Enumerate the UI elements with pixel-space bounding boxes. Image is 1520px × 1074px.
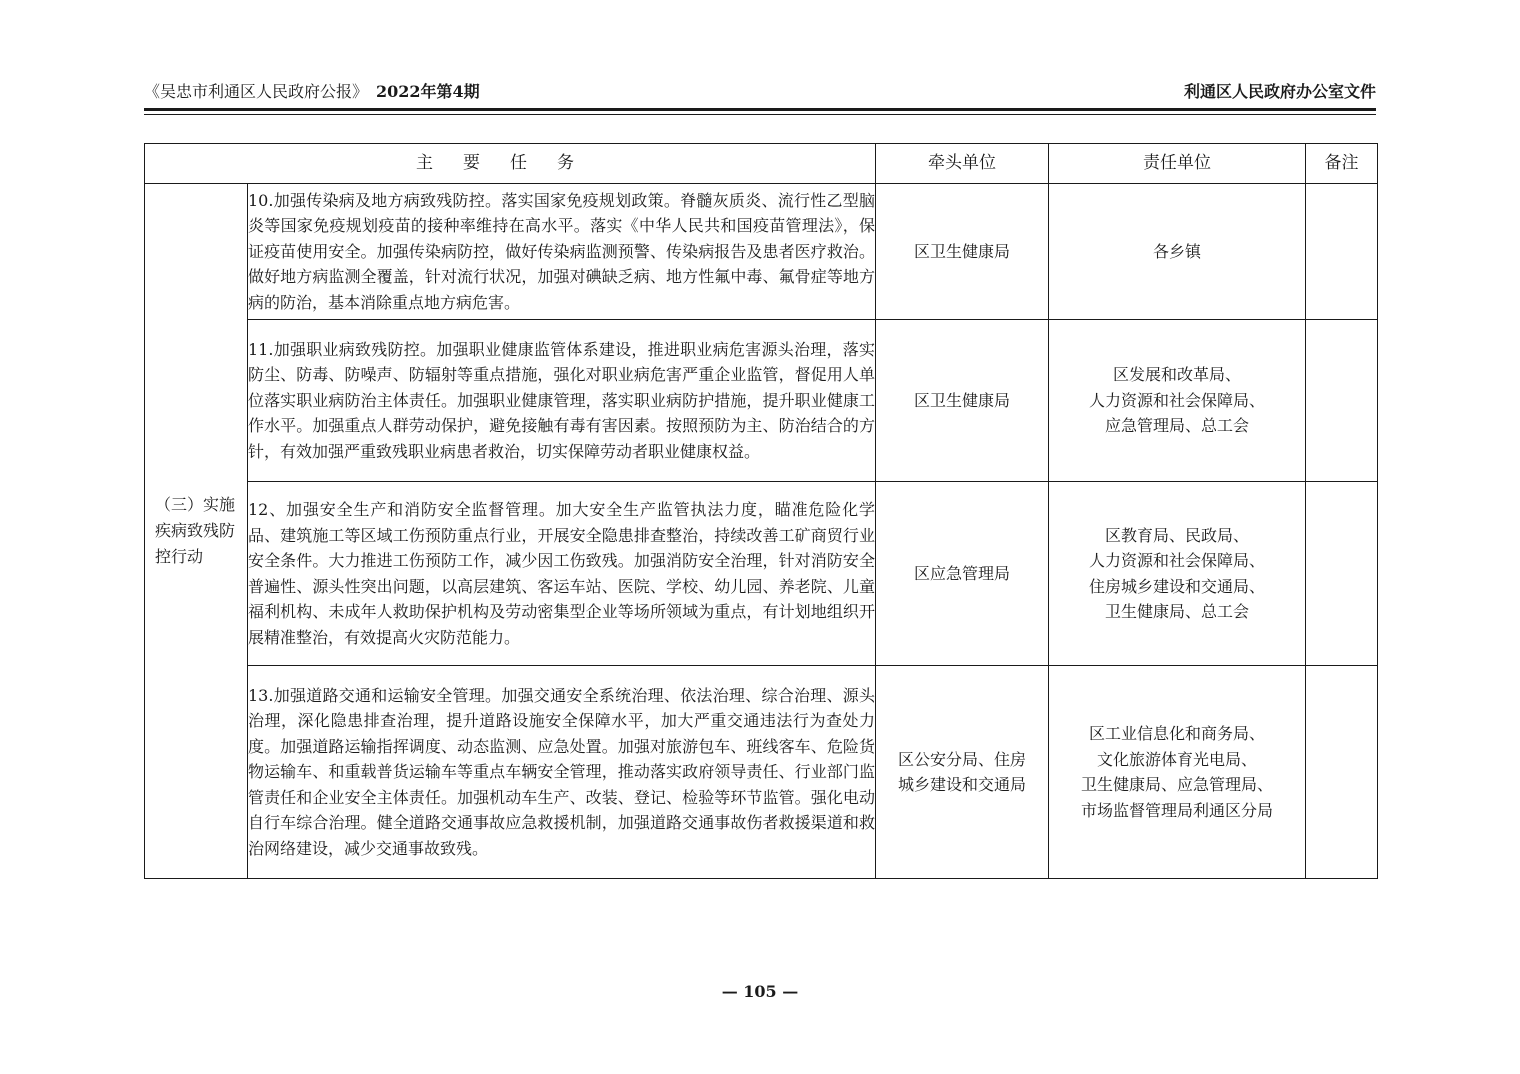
lead-cell xyxy=(876,482,1049,666)
lead-line: 区卫生健康局 xyxy=(913,390,1010,410)
table-header-row xyxy=(145,144,1378,184)
responsible-line: 应急管理局、总工会 xyxy=(1104,416,1249,436)
lead-cell xyxy=(876,666,1049,879)
header-source: 利通区人民政府办公室文件 xyxy=(1183,82,1376,101)
header-note: 备注 xyxy=(1306,144,1378,184)
table-row xyxy=(145,184,1378,320)
responsible-line: 人力资源和社会保障局、 xyxy=(1088,390,1265,410)
task-cell: 10.加强传染病及地方病致残防控。落实国家免疫规划政策。脊髓灰质炎、流行性乙型脑炎等国家免疫规划疫苗的接种率维持在高水平。落实《中华人民共和国疫苗管理法》，保证疫苗使用安全。加强传染病防控，做好传染病监测预警、传染病报告及患者医疗救治。做好地方病监测全覆盖，针对流行状况，加强对碘缺乏病、地方性氟中毒、氟骨症等地方病的防治，基本消除重点地方病危害。 xyxy=(248,184,876,320)
responsible-line: 各乡镇 xyxy=(1152,241,1201,261)
note-cell xyxy=(1306,184,1378,320)
category-cell xyxy=(145,184,248,879)
note-cell xyxy=(1306,320,1378,482)
issue-number: 2022年第4期 xyxy=(376,82,480,101)
note-cell xyxy=(1306,482,1378,666)
task-table xyxy=(144,143,1378,879)
responsible-line: 文化旅游体育光电局、 xyxy=(1096,749,1257,769)
responsible-line: 区教育局、民政局、 xyxy=(1104,525,1249,545)
responsible-line: 市场监督管理局利通区分局 xyxy=(1080,800,1273,820)
task-cell: 13.加强道路交通和运输安全管理。加强交通安全系统治理、依法治理、综合治理、源头治理，深化隐患排查治理，提升道路设施安全保障水平，加大严重交通违法行为查处力度。加强道路运输指挥调度、动态监测、应急处置。加强对旅游包车、班线客车、危险货物运输车、和重载普货运输车等重点车辆安全管理，推动落实政府领导责任、行业部门监管责任和企业安全主体责任。加强机动车生产、改装、登记、检验等环节监管。强化电动自行车综合治理。健全道路交通事故应急救援机制，加强道路交通事故伤者救援渠道和救治网络建设，减少交通事故致残。 xyxy=(248,666,876,879)
responsible-line: 人力资源和社会保障局、 xyxy=(1088,551,1265,570)
task-cell: 11.加强职业病致残防控。加强职业健康监管体系建设，推进职业病危害源头治理，落实防尘、防毒、防噪声、防辐射等重点措施，强化对职业病危害严重企业监管，督促用人单位落实职业病防治主体责任。加强职业健康管理，落实职业病防护措施，提升职业健康工作水平。加强重点人群劳动保护，避免接触有毒有害因素。按照预防为主、防治结合的方针，有效加强严重致残职业病患者救治，切实保障劳动者职业健康权益。 xyxy=(248,320,876,482)
note-cell xyxy=(1306,666,1378,879)
responsible-line: 卫生健康局、应急管理局、 xyxy=(1080,775,1273,794)
header-rule-thin xyxy=(144,114,1376,115)
lead-cell xyxy=(876,184,1049,320)
header-rule-thick xyxy=(144,108,1376,111)
responsible-cell xyxy=(1049,666,1306,879)
responsible-cell xyxy=(1049,184,1306,320)
lead-line: 区卫生健康局 xyxy=(913,241,1010,261)
page-number: — 105 — xyxy=(721,982,799,1001)
responsible-line: 区发展和改革局、 xyxy=(1112,365,1241,385)
header-task: 主要任务 xyxy=(145,144,876,184)
task-cell: 12、加强安全生产和消防安全监督管理。加大安全生产监管执法力度，瞄准危险化学品、建筑施工等区域工伤预防重点行业，开展安全隐患排查整治，持续改善工矿商贸行业安全条件。大力推进工伤预防工作，减少因工伤致残。加强消防安全治理，针对消防安全普遍性、源头性突出问题，以高层建筑、客运车站、医院、学校、幼儿园、养老院、儿童福利机构、未成年人救助保护机构及劳动密集型企业等场所领域为重点，有计划地组织开展精准整治，有效提高火灾防范能力。 xyxy=(248,482,876,666)
lead-cell xyxy=(876,320,1049,482)
table-row xyxy=(145,482,1378,666)
header-lead: 牵头单位 xyxy=(876,144,1049,184)
lead-line: 区公安分局、住房 xyxy=(897,749,1026,769)
lead-line: 城乡建设和交通局 xyxy=(897,775,1026,794)
table-row xyxy=(145,666,1378,879)
category-label: （三）实施疾病致残防控行动 xyxy=(155,495,236,566)
responsible-cell xyxy=(1049,482,1306,666)
table-row xyxy=(145,320,1378,482)
lead-line: 区应急管理局 xyxy=(913,563,1010,583)
responsible-line: 区工业信息化和商务局、 xyxy=(1088,724,1265,743)
header-responsible: 责任单位 xyxy=(1049,144,1306,184)
responsible-line: 住房城乡建设和交通局、 xyxy=(1088,576,1265,596)
page-header xyxy=(144,80,1376,104)
responsible-cell xyxy=(1049,320,1306,482)
responsible-line: 卫生健康局、总工会 xyxy=(1104,602,1249,621)
publication-title: 《吴忠市利通区人民政府公报》 xyxy=(144,82,369,101)
header-left xyxy=(144,80,480,104)
